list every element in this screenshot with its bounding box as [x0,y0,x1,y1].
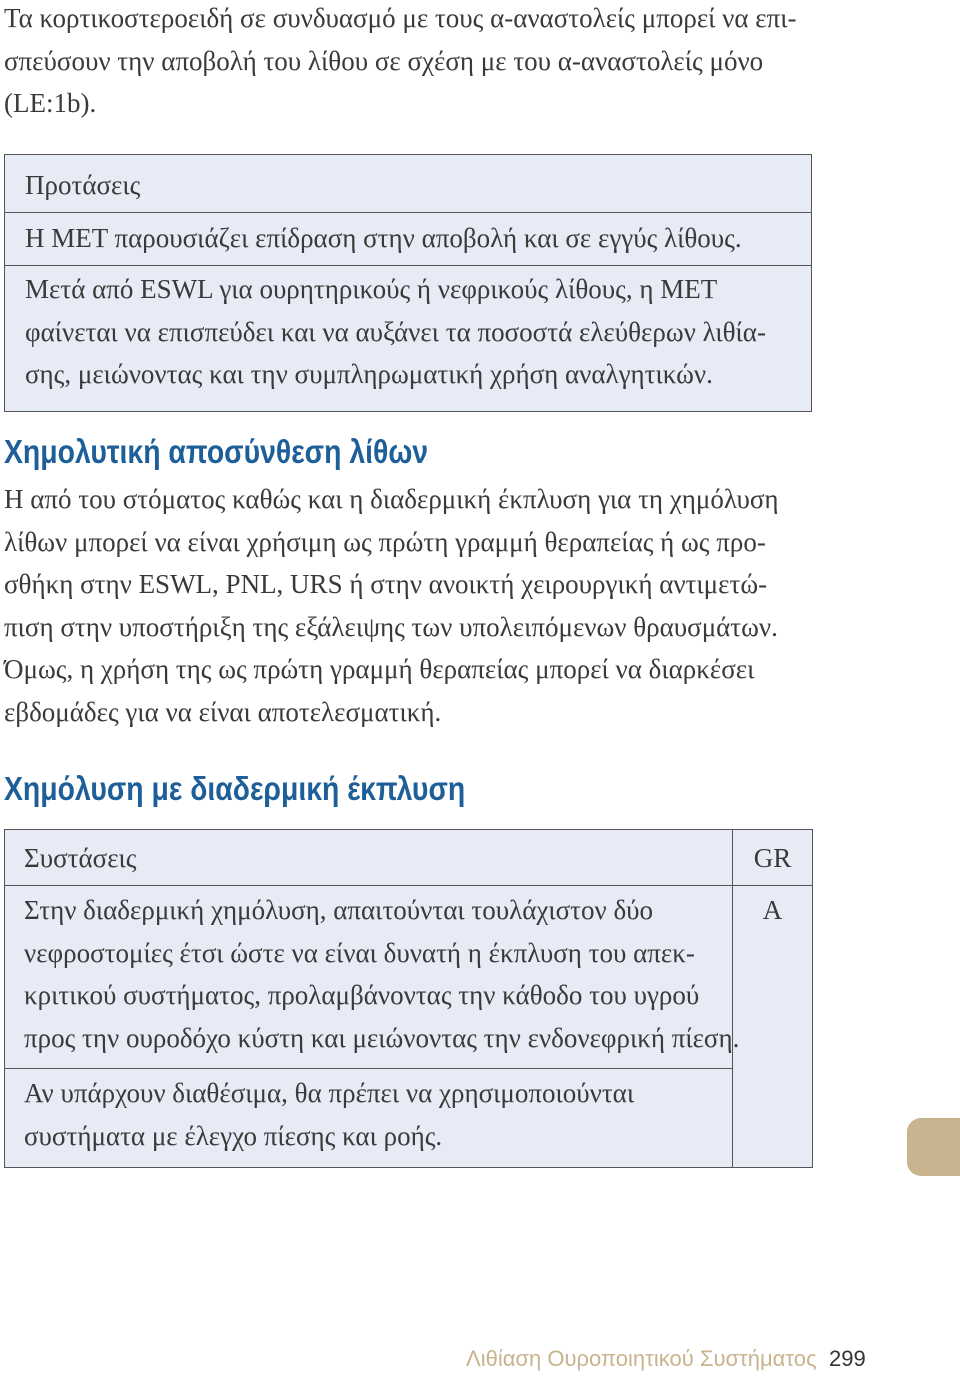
text-line: πιση στην υποστήριξη της εξάλειψης των υπολειπόμενων θραυσμάτων. [4,611,778,642]
grade-header-cell [733,830,812,885]
text-line: φαίνεται να επισπεύδει και να αυξάνει τα ποσοστά ελεύθερων λιθία- [25,316,766,347]
text-line: εβδομάδες για να είναι αποτελεσματική. [4,696,442,727]
proposals-header [5,155,811,212]
text-line: (LE:1b). [4,88,97,118]
text-line: Η από του στόματος καθώς και η διαδερμική έκπλυση για τη χημόλυση [4,484,779,514]
text-line: σθήκη στην ESWL, PNL, URS ή στην ανοικτή χειρουργική αντιμετώ- [4,569,768,599]
grade-cell [733,1068,812,1167]
grade-value: A [762,895,783,925]
text-line: Στην διαδερμική χημόλυση, απαιτούνται τουλάχιστον δύο [24,895,654,925]
table-row [5,885,740,1068]
proposals-box [4,154,812,412]
text-line: νεφροστομίες έτσι ώστε να είναι δυνατή η έκπλυση του απεκ- [24,937,695,968]
table-row [5,1068,733,1167]
recommendations-header-label: Συστάσεις [24,843,137,873]
section-heading: Χημολυτική αποσύνθεση λίθων [4,433,429,470]
table-header-cell [5,830,733,885]
text-line: λίθων μπορεί να είναι χρήσιμη ως πρώτη γραμμή θεραπείας ή ως προ- [4,526,766,557]
page-number: 299 [829,1346,866,1371]
proposals-header-label: Προτάσεις [25,170,141,200]
text-line: Τα κορτικοστεροειδή σε συνδυασμό με τους α-αναστολείς μπορεί να επι- [4,3,797,33]
proposals-row [5,212,811,265]
intro-paragraph [4,0,834,125]
text-line: Αν υπάρχουν διαθέσιμα, θα πρέπει να χρησιμοποιούνται [24,1078,635,1108]
text-line: Όμως, η χρήση της ως πρώτη γραμμή θεραπείας μπορεί να διαρκέσει [4,654,755,684]
page-footer [466,1346,866,1372]
section-heading: Χημόλυση με διαδερμική έκπλυση [4,770,466,807]
grade-cell [733,885,812,1068]
grade-header-label: GR [753,843,792,873]
text-line: σπεύσουν την αποβολή του λίθου σε σχέση με του α-αναστολείς μόνο [4,45,764,76]
running-title: Λιθίαση Ουροποιητικού Συστήματος [466,1346,817,1371]
proposals-row-text: Η ΜΕΤ παρουσιάζει επίδραση στην αποβολή και σε εγγύς λίθους. [25,223,742,253]
text-line: κριτικού συστήματος, προλαμβάνοντας την κάθοδο του υγρού [24,980,700,1010]
chapter-tab [907,1118,960,1176]
proposals-row [5,265,811,411]
text-line: σης, μειώνοντας και την συμπληρωματική χρήση αναλγητικών. [25,359,713,389]
section-paragraph [4,478,834,733]
text-line: συστήματα με έλεγχο πίεσης και ροής. [24,1120,443,1151]
recommendations-table [4,829,813,1168]
text-line: προς την ουροδόχο κύστη και μειώνοντας την ενδονεφρική πίεση. [24,1022,740,1053]
text-line: Μετά από ESWL για ουρητηρικούς ή νεφρικούς λίθους, η ΜΕΤ [25,274,718,304]
